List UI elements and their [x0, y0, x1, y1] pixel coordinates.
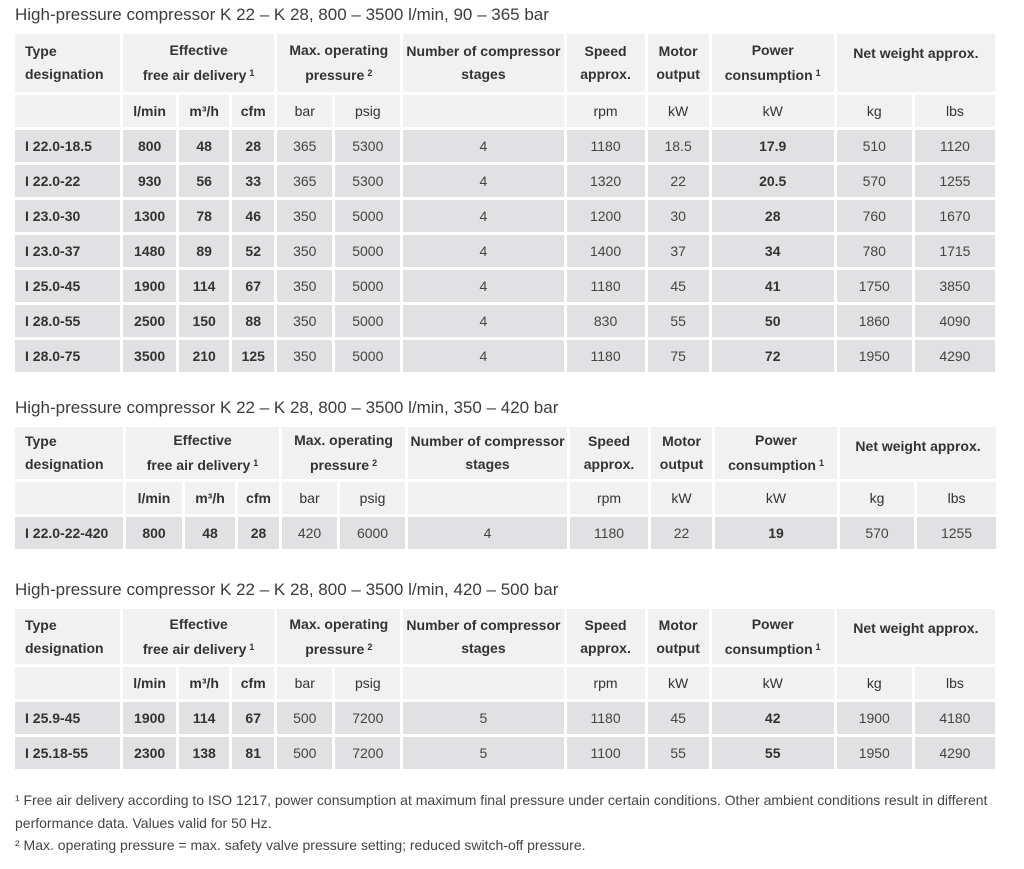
- cell-rpm: 830: [567, 305, 645, 337]
- cell-m3h: 150: [179, 305, 229, 337]
- cell-lbs: 4290: [915, 737, 995, 769]
- cell-lmin: 1480: [123, 235, 176, 267]
- unit-cell: cfm: [232, 667, 274, 699]
- header-pressure: Max. operating pressure $^2$: [282, 427, 405, 479]
- cell-type: I 23.0-30: [15, 200, 120, 232]
- cell-cfm: 125: [232, 340, 274, 372]
- unit-cell: psig: [335, 95, 400, 127]
- cell-cfm: 33: [232, 165, 274, 197]
- table-row: [15, 235, 995, 267]
- footnote-2: ² Max. operating pressure = max. safety valve pressure setting; reduced switch-off pressure.: [15, 837, 586, 853]
- header-fad: Effective free air delivery $^1$: [123, 34, 274, 92]
- cell-m3h: 48: [179, 130, 229, 162]
- cell-motor-kw: 55: [648, 305, 709, 337]
- header-speed: Speed approx.: [567, 34, 645, 92]
- cell-power-kw: 20.5: [712, 165, 834, 197]
- cell-type: I 25.0-45: [15, 270, 120, 302]
- cell-lbs: 4180: [915, 702, 995, 734]
- cell-stages: 4: [403, 235, 563, 267]
- header-type: Type designation: [15, 427, 123, 479]
- cell-lmin: 1300: [123, 200, 176, 232]
- cell-cfm: 81: [232, 737, 274, 769]
- unit-cell: l/min: [123, 667, 176, 699]
- cell-lbs: 1120: [915, 130, 995, 162]
- cell-stages: 4: [403, 340, 563, 372]
- header-type: Type designation: [15, 34, 120, 92]
- cell-lbs: 1255: [915, 165, 995, 197]
- unit-cell: m³/h: [179, 95, 229, 127]
- cell-power-kw: 41: [712, 270, 834, 302]
- cell-cfm: 67: [232, 702, 274, 734]
- header-motor: Motor output: [648, 609, 709, 664]
- spec-table: [12, 606, 998, 772]
- spec-table: [12, 424, 999, 552]
- cell-kg: 760: [837, 200, 912, 232]
- cell-bar: 350: [277, 270, 332, 302]
- cell-motor-kw: 22: [648, 165, 709, 197]
- header-type: Type designation: [15, 609, 120, 664]
- cell-rpm: 1200: [567, 200, 645, 232]
- cell-power-kw: 28: [712, 200, 834, 232]
- cell-rpm: 1180: [567, 340, 645, 372]
- header-row: [15, 427, 996, 479]
- cell-lmin: 2500: [123, 305, 176, 337]
- header-power: Power consumption $^1$: [715, 427, 837, 479]
- cell-motor-kw: 45: [648, 270, 709, 302]
- header-stages: Number of compressor stages: [408, 427, 567, 479]
- cell-bar: 500: [277, 737, 332, 769]
- cell-psig: 6000: [340, 517, 405, 549]
- cell-cfm: 52: [232, 235, 274, 267]
- header-row: [15, 609, 995, 664]
- header-weight: Net weight approx.: [840, 427, 996, 479]
- unit-cell: psig: [340, 482, 405, 514]
- units-row: [15, 482, 996, 514]
- cell-psig: 7200: [335, 737, 400, 769]
- cell-m3h: 89: [179, 235, 229, 267]
- unit-cell: cfm: [232, 95, 274, 127]
- cell-stages: 5: [403, 737, 563, 769]
- cell-kg: 1950: [837, 340, 912, 372]
- table-row: [15, 702, 995, 734]
- header-motor: Motor output: [648, 34, 709, 92]
- cell-type: I 22.0-22: [15, 165, 120, 197]
- cell-stages: 4: [403, 130, 563, 162]
- cell-type: I 23.0-37: [15, 235, 120, 267]
- cell-bar: 365: [277, 130, 332, 162]
- unit-cell: bar: [277, 95, 332, 127]
- cell-kg: 570: [840, 517, 914, 549]
- unit-cell: [403, 95, 563, 127]
- cell-psig: 5300: [335, 130, 400, 162]
- cell-m3h: 56: [179, 165, 229, 197]
- footnote-1: ¹ Free air delivery according to ISO 1217, power consumption at maximum final pressure under certain conditions. Other ambient conditions result in different performance data. Values valid for 50 Hz.: [15, 792, 988, 831]
- unit-cell: bar: [282, 482, 337, 514]
- unit-cell: rpm: [567, 667, 645, 699]
- cell-rpm: 1100: [567, 737, 645, 769]
- table-row: [15, 517, 996, 549]
- section-title: High-pressure compressor K 22 – K 28, 800 – 3500 l/min, 350 – 420 bar: [15, 398, 559, 417]
- table-row: [15, 130, 995, 162]
- cell-power-kw: 34: [712, 235, 834, 267]
- cell-m3h: 114: [179, 702, 229, 734]
- cell-lmin: 800: [126, 517, 182, 549]
- cell-m3h: 48: [185, 517, 235, 549]
- unit-cell: kW: [712, 667, 834, 699]
- cell-power-kw: 50: [712, 305, 834, 337]
- table-row: [15, 165, 995, 197]
- cell-rpm: 1180: [567, 702, 645, 734]
- header-pressure: Max. operating pressure $^2$: [277, 34, 400, 92]
- cell-rpm: 1180: [567, 270, 645, 302]
- table-body: [15, 130, 995, 372]
- cell-rpm: 1180: [567, 130, 645, 162]
- cell-motor-kw: 75: [648, 340, 709, 372]
- cell-bar: 365: [277, 165, 332, 197]
- unit-cell: kW: [712, 95, 834, 127]
- unit-cell: rpm: [567, 95, 645, 127]
- header-power: Power consumption $^1$: [712, 34, 834, 92]
- cell-lbs: 4290: [915, 340, 995, 372]
- cell-psig: 7200: [335, 702, 400, 734]
- cell-psig: 5300: [335, 165, 400, 197]
- cell-lmin: 1900: [123, 702, 176, 734]
- unit-cell: l/min: [123, 95, 176, 127]
- cell-stages: 4: [403, 305, 563, 337]
- unit-cell: psig: [335, 667, 400, 699]
- cell-stages: 4: [403, 200, 563, 232]
- cell-motor-kw: 45: [648, 702, 709, 734]
- cell-motor-kw: 18.5: [648, 130, 709, 162]
- section-title: High-pressure compressor K 22 – K 28, 800 – 3500 l/min, 90 – 365 bar: [15, 5, 549, 24]
- cell-lbs: 4090: [915, 305, 995, 337]
- units-row: [15, 667, 995, 699]
- cell-psig: 5000: [335, 340, 400, 372]
- unit-cell: kW: [651, 482, 712, 514]
- cell-power-kw: 42: [712, 702, 834, 734]
- cell-rpm: 1320: [567, 165, 645, 197]
- cell-lmin: 3500: [123, 340, 176, 372]
- cell-lbs: 1255: [917, 517, 996, 549]
- cell-lbs: 3850: [915, 270, 995, 302]
- cell-stages: 5: [403, 702, 563, 734]
- cell-stages: 4: [403, 165, 563, 197]
- cell-type: I 22.0-18.5: [15, 130, 120, 162]
- cell-kg: 1900: [837, 702, 912, 734]
- cell-lmin: 800: [123, 130, 176, 162]
- cell-type: I 28.0-55: [15, 305, 120, 337]
- unit-cell: [15, 482, 123, 514]
- unit-cell: cfm: [238, 482, 279, 514]
- cell-cfm: 28: [232, 130, 274, 162]
- cell-type: I 25.9-45: [15, 702, 120, 734]
- table-row: [15, 200, 995, 232]
- header-motor: Motor output: [651, 427, 712, 479]
- cell-power-kw: 19: [715, 517, 837, 549]
- cell-bar: 350: [277, 200, 332, 232]
- unit-cell: [403, 667, 563, 699]
- header-weight: Net weight approx.: [837, 34, 995, 92]
- cell-stages: 4: [403, 270, 563, 302]
- cell-m3h: 210: [179, 340, 229, 372]
- table-body: [15, 517, 996, 549]
- cell-kg: 570: [837, 165, 912, 197]
- cell-m3h: 114: [179, 270, 229, 302]
- unit-cell: kg: [837, 95, 912, 127]
- header-stages: Number of compressor stages: [403, 34, 563, 92]
- cell-motor-kw: 37: [648, 235, 709, 267]
- cell-kg: 780: [837, 235, 912, 267]
- header-speed: Speed approx.: [567, 609, 645, 664]
- cell-kg: 1860: [837, 305, 912, 337]
- cell-kg: 1750: [837, 270, 912, 302]
- cell-bar: 420: [282, 517, 337, 549]
- cell-psig: 5000: [335, 200, 400, 232]
- header-row: [15, 34, 995, 92]
- unit-cell: rpm: [570, 482, 648, 514]
- unit-cell: kW: [648, 95, 709, 127]
- cell-m3h: 78: [179, 200, 229, 232]
- cell-kg: 510: [837, 130, 912, 162]
- unit-cell: [408, 482, 567, 514]
- unit-cell: lbs: [915, 667, 995, 699]
- unit-cell: [15, 95, 120, 127]
- unit-cell: m³/h: [185, 482, 235, 514]
- cell-type: I 25.18-55: [15, 737, 120, 769]
- cell-cfm: 46: [232, 200, 274, 232]
- cell-type: I 22.0-22-420: [15, 517, 123, 549]
- cell-psig: 5000: [335, 305, 400, 337]
- cell-psig: 5000: [335, 270, 400, 302]
- cell-power-kw: 17.9: [712, 130, 834, 162]
- table-body: [15, 702, 995, 769]
- cell-motor-kw: 30: [648, 200, 709, 232]
- cell-rpm: 1400: [567, 235, 645, 267]
- unit-cell: kW: [648, 667, 709, 699]
- cell-power-kw: 55: [712, 737, 834, 769]
- spec-table: [12, 31, 998, 375]
- cell-cfm: 67: [232, 270, 274, 302]
- cell-psig: 5000: [335, 235, 400, 267]
- table-row: [15, 737, 995, 769]
- cell-bar: 500: [277, 702, 332, 734]
- table-row: [15, 305, 995, 337]
- header-fad: Effective free air delivery $^1$: [126, 427, 279, 479]
- cell-cfm: 28: [238, 517, 279, 549]
- cell-bar: 350: [277, 305, 332, 337]
- unit-cell: lbs: [915, 95, 995, 127]
- cell-lbs: 1670: [915, 200, 995, 232]
- cell-motor-kw: 22: [651, 517, 712, 549]
- unit-cell: l/min: [126, 482, 182, 514]
- cell-lmin: 1900: [123, 270, 176, 302]
- footnotes: [15, 789, 1010, 857]
- header-stages: Number of compressor stages: [403, 609, 563, 664]
- header-fad: Effective free air delivery $^1$: [123, 609, 274, 664]
- unit-cell: kW: [715, 482, 837, 514]
- units-row: [15, 95, 995, 127]
- cell-power-kw: 72: [712, 340, 834, 372]
- header-weight: Net weight approx.: [837, 609, 995, 664]
- header-speed: Speed approx.: [570, 427, 648, 479]
- unit-cell: m³/h: [179, 667, 229, 699]
- unit-cell: kg: [837, 667, 912, 699]
- cell-rpm: 1180: [570, 517, 648, 549]
- unit-cell: bar: [277, 667, 332, 699]
- header-pressure: Max. operating pressure $^2$: [277, 609, 400, 664]
- cell-bar: 350: [277, 235, 332, 267]
- cell-bar: 350: [277, 340, 332, 372]
- cell-lmin: 930: [123, 165, 176, 197]
- cell-cfm: 88: [232, 305, 274, 337]
- cell-type: I 28.0-75: [15, 340, 120, 372]
- table-row: [15, 270, 995, 302]
- unit-cell: lbs: [917, 482, 996, 514]
- unit-cell: kg: [840, 482, 914, 514]
- cell-stages: 4: [408, 517, 567, 549]
- cell-m3h: 138: [179, 737, 229, 769]
- unit-cell: [15, 667, 120, 699]
- cell-lbs: 1715: [915, 235, 995, 267]
- cell-lmin: 2300: [123, 737, 176, 769]
- section-title: High-pressure compressor K 22 – K 28, 800 – 3500 l/min, 420 – 500 bar: [15, 580, 559, 599]
- header-power: Power consumption $^1$: [712, 609, 834, 664]
- cell-motor-kw: 55: [648, 737, 709, 769]
- cell-kg: 1950: [837, 737, 912, 769]
- table-row: [15, 340, 995, 372]
